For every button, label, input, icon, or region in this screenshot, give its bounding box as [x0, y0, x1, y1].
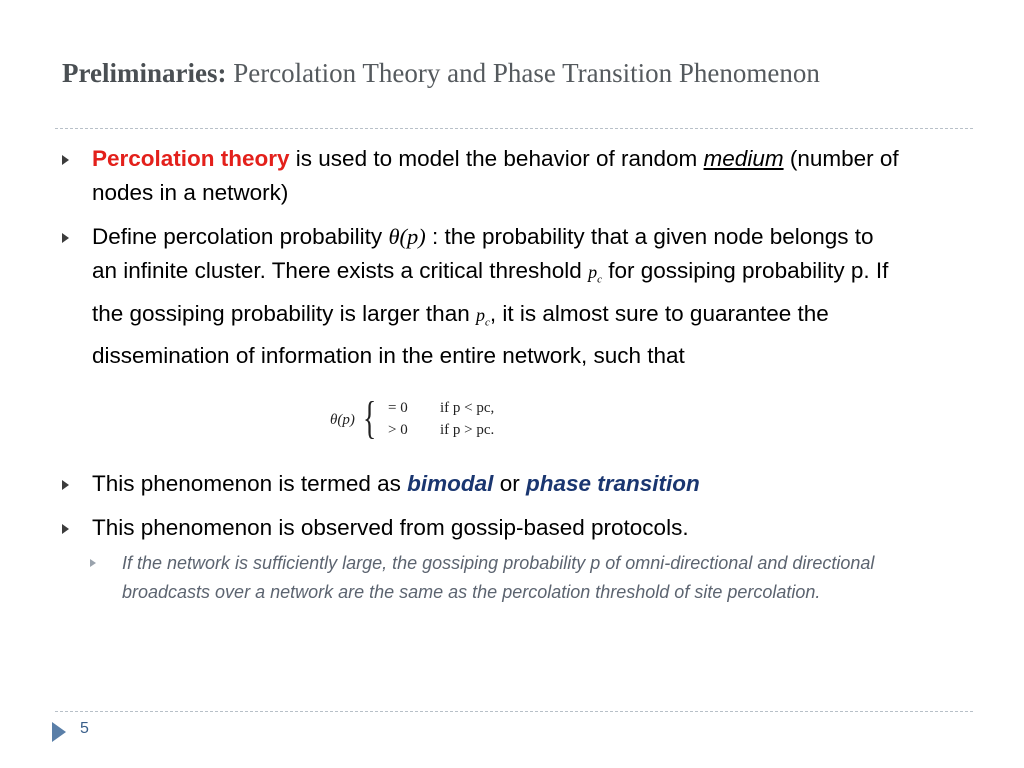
pc-symbol: $p_c$ — [475, 304, 490, 329]
formula-row2-condition: if p > pc. — [440, 422, 495, 438]
sub-bullet-network-size — [90, 549, 900, 607]
bullet1-text2: (number of nodes in a network) — [92, 146, 899, 205]
bullet-list — [60, 142, 900, 607]
slide-nav-arrow-icon — [52, 722, 66, 742]
slide-title — [62, 56, 962, 90]
formula-row-1 — [388, 400, 495, 417]
formula-lhs: θ(p) — [330, 412, 355, 428]
percolation-formula — [330, 394, 530, 450]
formula-row2-value: > 0 — [388, 422, 408, 438]
bullet2-text4: , it is almost sure to guarantee the dissemination of information in the entire network, such that — [92, 300, 829, 369]
bullet-arrow-icon — [62, 524, 69, 534]
formula-row1-value: = 0 — [388, 400, 408, 416]
formula-row-2 — [388, 422, 495, 439]
title-rest: Percolation Theory and Phase Transition Phenomenon — [226, 58, 820, 88]
bimodal-term: bimodal — [407, 471, 494, 497]
title-divider — [55, 128, 973, 129]
bullet2-text3: for gossiping probability p. If the gossiping probability is larger than — [92, 258, 889, 326]
bullet-percolation-probability — [60, 220, 900, 373]
bullet1-text1: is used to model the behavior of random — [289, 146, 704, 171]
sub1-text: If the network is sufficiently large, the gossiping probability p of omni-directional and directional broadcasts over a network are the same as the percolation threshold of site percolation. — [122, 553, 875, 603]
bullet2-text1: Define percolation probability — [92, 224, 389, 249]
theta-p-symbol: θ(p) — [388, 224, 426, 249]
title-bold: Preliminaries: — [62, 58, 227, 88]
sub-bullet-arrow-icon — [90, 559, 96, 567]
pc-symbol: $p_c$ — [588, 262, 602, 286]
bullet-arrow-icon — [62, 155, 69, 165]
bullet3-text2: or — [493, 471, 526, 497]
bullet-bimodal — [60, 467, 900, 501]
bullet-arrow-icon — [62, 480, 69, 490]
page-number: 5 — [80, 720, 89, 737]
formula-brace: { — [363, 392, 377, 443]
bullet-gossip-protocols — [60, 511, 900, 545]
footer-divider — [55, 711, 973, 712]
medium-term: medium — [703, 146, 784, 171]
bullet2-text2: : the probability that a given node belongs to an infinite cluster. There exists a critical threshold — [92, 224, 874, 283]
bullet3-text1: This phenomenon is termed as — [92, 471, 408, 497]
phase-transition-term: phase transition — [525, 471, 700, 497]
formula-row1-condition: if p < pc, — [440, 400, 495, 416]
bullet-arrow-icon — [62, 233, 69, 243]
percolation-theory-term: Percolation theory — [92, 146, 290, 171]
bullet4-text: This phenomenon is observed from gossip-based protocols. — [92, 515, 689, 541]
bullet-percolation-theory — [60, 142, 900, 210]
